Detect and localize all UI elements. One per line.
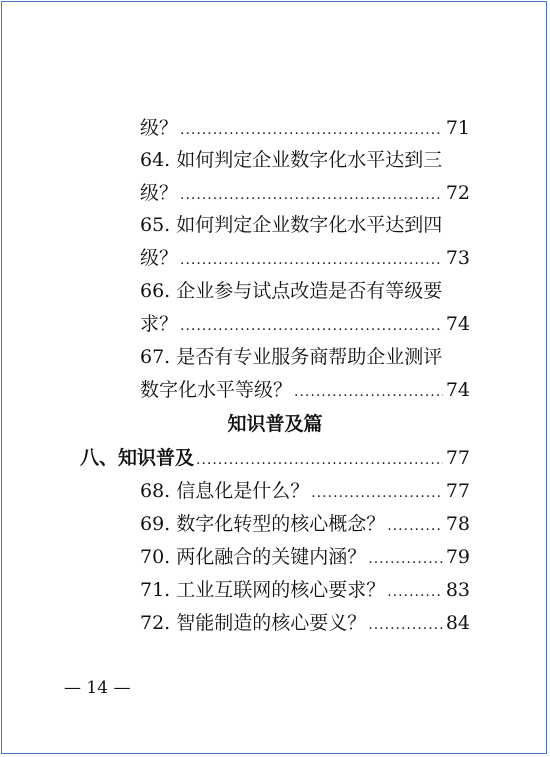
toc-entry-text: 72. 智能制造的核心要义？ <box>140 612 367 634</box>
toc-entry-68[interactable] <box>140 476 470 508</box>
section-title: 知识普及篇 <box>227 413 323 435</box>
toc-entry-text: 65. 如何判定企业数字化水平达到四 <box>140 214 443 236</box>
toc-entry-66-cont[interactable] <box>140 309 470 341</box>
toc-entry-72[interactable] <box>140 608 470 640</box>
toc-page-number: 77 <box>445 480 470 502</box>
toc-entry-63-cont[interactable] <box>140 113 470 145</box>
leader-dots <box>387 577 443 607</box>
toc-entry-text: 级？ <box>140 182 179 204</box>
toc-page-number: 79 <box>445 546 470 568</box>
page-footer-number: — 14 — <box>64 678 131 698</box>
toc-page-number: 84 <box>445 612 470 634</box>
toc-page-number: 71 <box>445 117 470 139</box>
toc-page-number: 72 <box>445 182 470 204</box>
toc-page-number: 74 <box>445 313 470 335</box>
toc-entry-text: 64. 如何判定企业数字化水平达到三 <box>140 149 443 171</box>
leader-dots <box>196 445 443 475</box>
toc-page-number: 77 <box>445 447 470 469</box>
leader-dots <box>294 377 443 407</box>
toc-entry-text: 求？ <box>140 313 179 335</box>
leader-dots <box>180 180 443 210</box>
chapter-title: 八、知识普及 <box>80 447 195 469</box>
toc-entry-text: 数字化水平等级？ <box>140 379 293 401</box>
toc-entry-65[interactable] <box>140 210 442 240</box>
toc-entry-text: 67. 是否有专业服务商帮助企业测评 <box>140 346 443 368</box>
leader-dots <box>311 478 443 508</box>
toc-page-number: 74 <box>445 379 470 401</box>
toc-entry-71[interactable] <box>140 575 470 607</box>
toc-entry-64-cont[interactable] <box>140 178 470 210</box>
leader-dots <box>387 511 443 541</box>
toc-chapter-8[interactable] <box>80 443 470 475</box>
toc-entry-text: 66. 企业参与试点改造是否有等级要 <box>140 280 443 302</box>
toc-entry-65-cont[interactable] <box>140 243 470 275</box>
toc-entry-text: 70. 两化融合的关键内涵？ <box>140 546 367 568</box>
leader-dots <box>180 245 443 275</box>
toc-page-number: 83 <box>445 579 470 601</box>
toc-entry-67-cont[interactable] <box>140 375 470 407</box>
leader-dots <box>180 311 443 341</box>
toc-entry-67[interactable] <box>140 342 442 372</box>
toc-entry-text: 级？ <box>140 117 179 139</box>
toc-entry-69[interactable] <box>140 509 470 541</box>
toc-entry-66[interactable] <box>140 276 442 306</box>
toc-page-number: 73 <box>445 247 470 269</box>
leader-dots <box>180 115 443 145</box>
leader-dots <box>368 610 443 640</box>
toc-entry-text: 71. 工业互联网的核心要求？ <box>140 579 386 601</box>
toc-entry-64[interactable] <box>140 145 442 175</box>
toc-entry-text: 69. 数字化转型的核心概念？ <box>140 513 386 535</box>
toc-page-number: 78 <box>445 513 470 535</box>
toc-entry-text: 68. 信息化是什么？ <box>140 480 310 502</box>
leader-dots <box>368 544 443 574</box>
toc-entry-70[interactable] <box>140 542 470 574</box>
toc-entry-text: 级？ <box>140 247 179 269</box>
